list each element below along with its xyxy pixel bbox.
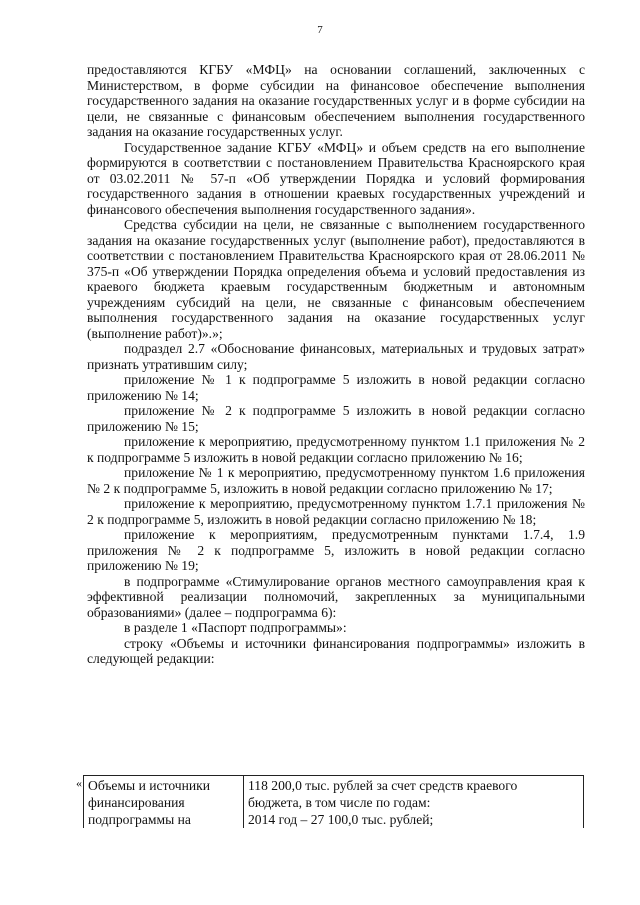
financing-table [83, 775, 584, 828]
table-cell-line: подпрограммы на [88, 812, 191, 827]
paragraph: приложение № 2 к подпрограмме 5 изложить в новой редакции согласно приложению № 15; [87, 403, 585, 434]
page-number: 7 [317, 24, 323, 36]
table-cell-label [84, 776, 244, 829]
paragraph: приложение № 1 к мероприятию, предусмотренному пунктом 1.6 приложения № 2 к подпрограмме 5, изложить в новой редакции согласно приложению № 17; [87, 465, 585, 496]
paragraph: Государственное задание КГБУ «МФЦ» и объем средств на его выполнение формируются в соответствии с постановлением Правительства Красноярского края от 03.02.2011 № 57-п «Об утверждении Порядка и условий формирования государственного задания в отношении краевых государственных учреждений и финансового обеспечения выполнения государственного задания». [87, 139, 585, 217]
opening-quote: « [76, 776, 82, 790]
paragraph: приложение № 1 к подпрограмме 5 изложить в новой редакции согласно приложению № 14; [87, 372, 585, 403]
table-row [84, 776, 584, 829]
table-cell-line: 2014 год – 27 100,0 тыс. рублей; [248, 812, 434, 827]
paragraph: Средства субсидии на цели, не связанные с выполнением государственного задания на оказание государственных услуг (выполнение работ), предоставляются в соответствии с постановлением Правительства Красноярского края от 28.06.2011 № 375-п «Об утверждении Порядка определения объема и условий предоставления из краевого бюджета краевым государственным бюджетным и автономным учреждениям субсидий на цели, не связанные с финансовым обеспечением выполнения государственного задания на оказание государственных услуг (выполнение работ)».»; [87, 217, 585, 341]
paragraph: в разделе 1 «Паспорт подпрограммы»: [124, 620, 347, 635]
table-cell-line: финансирования [88, 795, 185, 810]
paragraph: в подпрограмме «Стимулирование органов местного самоуправления края к эффективной реализации полномочий, закрепленных за муниципальными образованиями» (далее – подпрограмма 6): [87, 573, 585, 620]
table-cell-line: 118 200,0 тыс. рублей за счет средств краевого [248, 778, 518, 793]
table-cell-line: бюджета, в том числе по годам: [248, 795, 431, 810]
paragraph: предоставляются КГБУ «МФЦ» на основании соглашений, заключенных с Министерством, в форме субсидии на финансовое обеспечение выполнения государственного задания на оказание государственных услуг и в форме субсидии на цели, не связанные с финансовым обеспечением выполнения государственного задания на оказание государственных услуг. [87, 62, 585, 139]
paragraph: приложение к мероприятию, предусмотренному пунктом 1.7.1 приложения № 2 к подпрограмме 5, изложить в новой редакции согласно приложению № 18; [87, 496, 585, 527]
paragraph: подраздел 2.7 «Обоснование финансовых, материальных и трудовых затрат» признать утратившим силу; [87, 341, 585, 372]
paragraph: приложение к мероприятиям, предусмотренным пунктами 1.7.4, 1.9 приложения № 2 к подпрограмме 5, изложить в новой редакции согласно приложению № 19; [87, 527, 585, 573]
paragraph: строку «Объемы и источники финансирования подпрограммы» изложить в следующей редакции: [87, 635, 585, 666]
body-text [87, 62, 585, 667]
table-cell-value [244, 776, 584, 829]
table-cell-line: Объемы и источники [88, 778, 211, 793]
paragraph: приложение к мероприятию, предусмотренному пунктом 1.1 приложения № 2 к подпрограмме 5 изложить в новой редакции согласно приложению № 16; [87, 434, 585, 465]
